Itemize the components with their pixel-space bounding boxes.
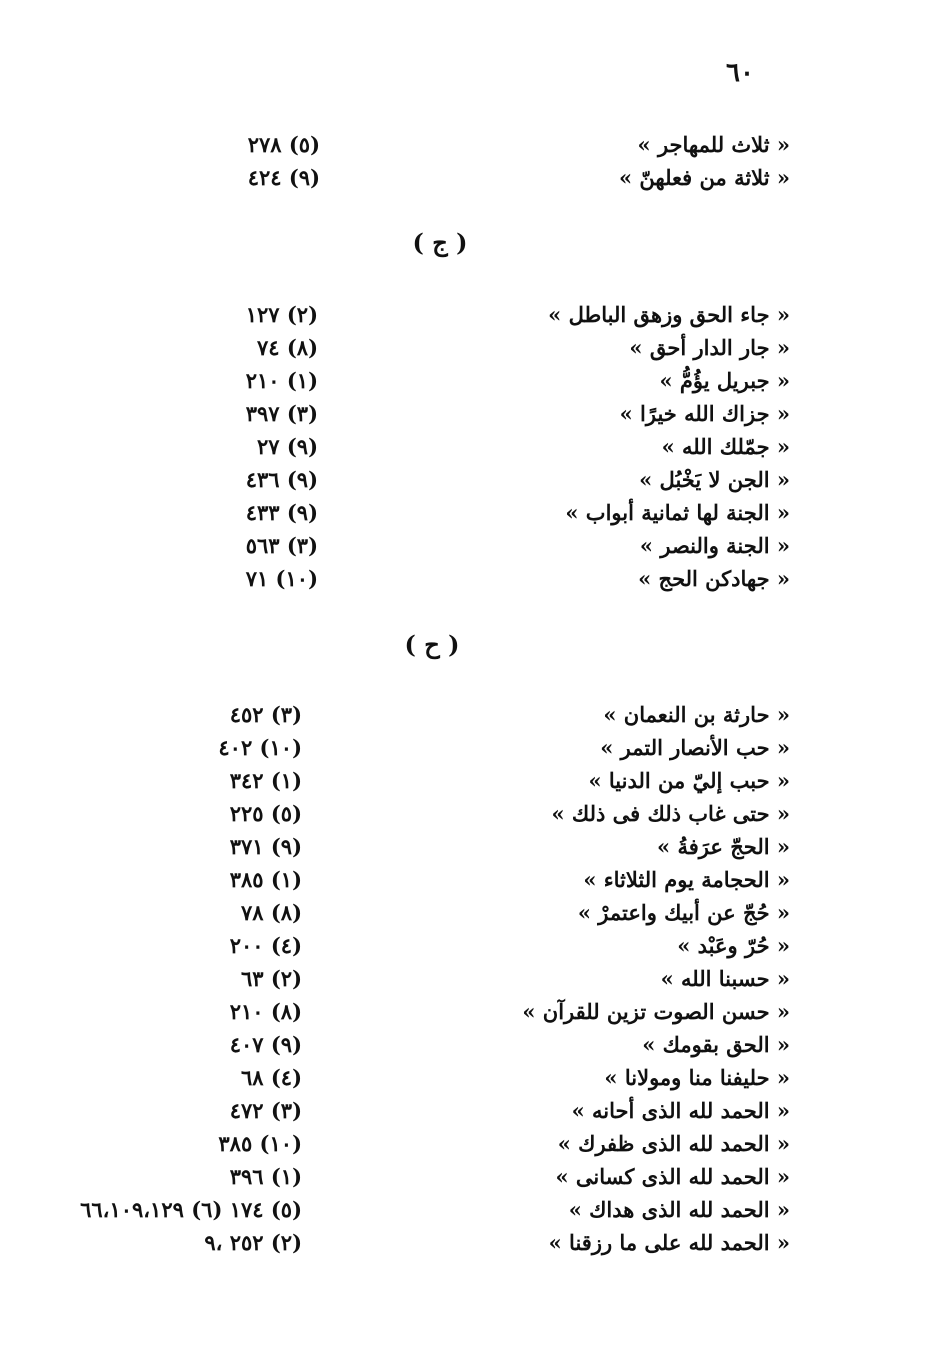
entry-phrase: « الجنة لها ثمانية أبواب » xyxy=(565,500,790,525)
entry-phrase: « حارثة بن النعمان » xyxy=(603,702,790,727)
entry-reference: (٤) ٢٠٠ xyxy=(229,933,302,958)
index-entry xyxy=(60,997,790,1027)
entry-phrase: « حسبنا الله » xyxy=(660,966,790,991)
entry-phrase: « جزاك الله خيرًا » xyxy=(619,401,790,426)
entry-phrase: « حب الأنصار التمر » xyxy=(600,735,790,760)
entry-reference: (٨) ٢١٠ xyxy=(229,999,302,1024)
entry-phrase: « الحجّ عرَفةُ » xyxy=(657,834,790,859)
entry-reference: (١) ٣٤٢ xyxy=(229,768,302,793)
entry-reference: (١٠) ٧١ xyxy=(245,566,318,591)
entry-reference: (٨) ٧٤ xyxy=(256,335,318,360)
entry-phrase: « حبب إليّ من الدنيا » xyxy=(588,768,790,793)
entry-reference: (٩) ٤٢٤ xyxy=(247,165,320,190)
index-entry xyxy=(60,130,790,160)
page-number: ٦٠ xyxy=(726,58,754,88)
entry-phrase: « حتى غاب ذلك فى ذلك » xyxy=(551,801,790,826)
section-heading: ( ج ) xyxy=(412,228,468,257)
index-entry xyxy=(60,564,790,594)
index-entry xyxy=(60,931,790,961)
entry-phrase: « الجن لا يَخْبُل » xyxy=(639,467,790,492)
entry-reference: (٢) ٢٥٢ ،٩ xyxy=(204,1230,302,1255)
entry-phrase: « ثلاث للمهاجر » xyxy=(637,132,790,157)
index-entry xyxy=(60,333,790,363)
index-entry xyxy=(60,1063,790,1093)
index-entry xyxy=(60,1030,790,1060)
index-entry xyxy=(60,733,790,763)
index-entry xyxy=(60,1096,790,1126)
entry-phrase: « الحمد لله الذى أحانه » xyxy=(571,1098,790,1123)
index-entry xyxy=(60,865,790,895)
index-entry xyxy=(60,832,790,862)
entry-phrase: « الحجامة يوم الثلاثاء » xyxy=(583,867,790,892)
entry-phrase: « جار الدار أحق » xyxy=(629,335,790,360)
entry-reference: (٣) ٣٩٧ xyxy=(245,401,318,426)
index-entry xyxy=(60,300,790,330)
index-entry xyxy=(60,700,790,730)
entry-reference: (٣) ٥٦٣ xyxy=(245,533,318,558)
entry-reference: (٥) ٢٢٥ xyxy=(229,801,302,826)
index-entry xyxy=(60,766,790,796)
index-entry xyxy=(60,799,790,829)
entry-reference: (١) ٢١٠ xyxy=(245,368,318,393)
entry-reference: (١) ٣٩٦ xyxy=(229,1164,302,1189)
index-entry xyxy=(60,1228,790,1258)
index-entry xyxy=(60,465,790,495)
index-entry xyxy=(60,498,790,528)
entry-phrase: « حُجّ عن أبيك واعتمرْ » xyxy=(577,900,790,925)
entry-reference: (٩) ٤٣٦ xyxy=(245,467,318,492)
index-entry xyxy=(60,1195,790,1225)
entry-reference: (٤) ٦٨ xyxy=(240,1065,302,1090)
entry-reference: (٣) ٤٧٢ xyxy=(229,1098,302,1123)
entry-phrase: « ثلاثة من فعلهنّ » xyxy=(619,165,790,190)
index-entry xyxy=(60,531,790,561)
index-entry xyxy=(60,163,790,193)
entry-reference: (٩) ٣٧١ xyxy=(229,834,302,859)
entry-reference: (٥) ٢٧٨ xyxy=(247,132,320,157)
entry-reference: (١) ٣٨٥ xyxy=(229,867,302,892)
entry-phrase: « حسن الصوت تزين للقرآن » xyxy=(522,999,790,1024)
entry-reference: (٩) ٢٧ xyxy=(256,434,318,459)
index-entry xyxy=(60,399,790,429)
entry-reference: (٢) ١٢٧ xyxy=(245,302,318,327)
index-entry xyxy=(60,1129,790,1159)
entry-phrase: « الحق بقومك » xyxy=(642,1032,790,1057)
entry-reference: (٢) ٦٣ xyxy=(240,966,302,991)
index-entry xyxy=(60,366,790,396)
entry-reference: (١٠) ٤٠٢ xyxy=(218,735,302,760)
index-entry xyxy=(60,898,790,928)
entry-phrase: « جبريل يؤُمُّ » xyxy=(659,368,790,393)
entry-phrase: « الحمد لله الذى ظفرك » xyxy=(557,1131,790,1156)
entry-reference: (٩) ٤٠٧ xyxy=(229,1032,302,1057)
entry-reference: (٣) ٤٥٢ xyxy=(229,702,302,727)
entry-phrase: « جهادكن الحج » xyxy=(638,566,790,591)
entry-reference: (٨) ٧٨ xyxy=(240,900,302,925)
entry-phrase: « الجنة والنصر » xyxy=(639,533,790,558)
section-heading: ( ح ) xyxy=(404,630,460,659)
entry-phrase: « حليفنا منا ومولانا » xyxy=(604,1065,790,1090)
entry-phrase: « الحمد لله الذى كسانى » xyxy=(555,1164,790,1189)
entry-phrase: « جاء الحق وزهق الباطل » xyxy=(548,302,790,327)
entry-reference: (٩) ٤٣٣ xyxy=(245,500,318,525)
entry-phrase: « الحمد لله على ما رزقنا » xyxy=(548,1230,790,1255)
index-entry xyxy=(60,964,790,994)
index-entry xyxy=(60,432,790,462)
entry-reference: (١٠) ٣٨٥ xyxy=(218,1131,302,1156)
entry-phrase: « الحمد لله الذى هداك » xyxy=(568,1197,790,1222)
entry-phrase: « جمّلك الله » xyxy=(661,434,790,459)
index-entry xyxy=(60,1162,790,1192)
entry-phrase: « حُرّ وعَبْد » xyxy=(677,933,790,958)
entry-reference: (٥) ١٧٤ (٦) ٦٦،١٠٩،١٢٩ xyxy=(80,1197,302,1222)
